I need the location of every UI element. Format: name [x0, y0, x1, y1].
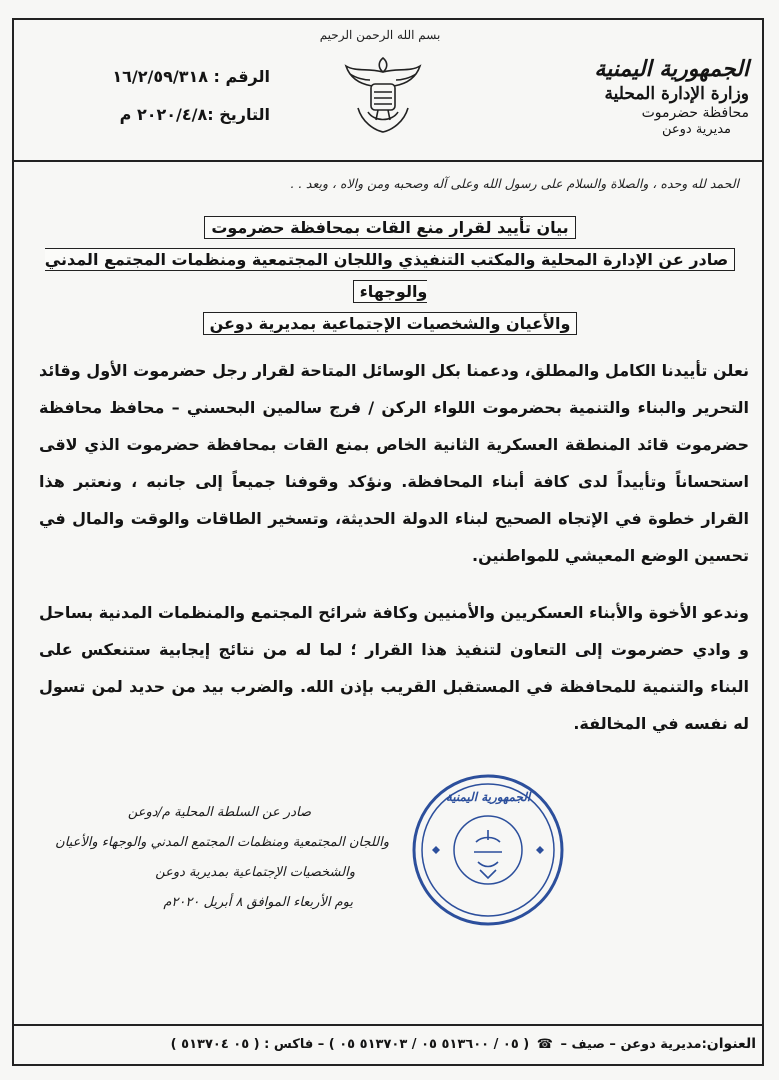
letter-footer — [20, 1036, 756, 1052]
fax-label: – فاكس : — [264, 1037, 325, 1052]
body-paragraph-2: وندعو الأخوة والأبناء العسكريين والأمنيين وكافة شرائح المجتمع والمنظمات المدنية بساحل و وادي حضرموت إلى التعاون لتنفيذ هذا القرار ؛ لما له من نتائج إيجابية ستنعكس على البناء والتنمية للمحافظة في المستقبل القريب بإذن الله. والضرب بيد من حديد لمن تسول له نفسه في المخالفة. — [39, 603, 749, 733]
header-divider — [12, 160, 764, 162]
greeting-line: الحمد لله وحده ، والصلاة والسلام على رسول الله وعلى آله وصحبه ومن والاه ، وبعد . . — [289, 176, 739, 191]
phone-icon: ☎ — [536, 1037, 553, 1052]
address-label: العنوان — [706, 1036, 756, 1052]
title-line-2: صادر عن الإدارة المحلية والمكتب التنفيذي واللجان المجتمعية ومنظمات المجتمع المدني والوجهاء — [45, 248, 735, 303]
phone-numbers: ( ٠٥ / ٥١٣٦٠٠ ٠٥ / ٥١٣٧٠٣ ٠٥ ) — [328, 1037, 530, 1052]
signature-line-4: يوم الأربعاء الموافق ٨ أبريل ٢٠٢٠م — [163, 895, 353, 910]
letterhead-authority — [529, 56, 749, 139]
signature-line-3: والشخصيات الإجتماعية بمديرية دوعن — [155, 865, 355, 880]
signature-line-2: واللجان المجتمعية ومنظمات المجتمع المدني والوجهاء والأعيان — [55, 835, 389, 850]
district-name: مديرية دوعن — [661, 122, 731, 138]
country-name: الجمهورية اليمنية — [594, 56, 749, 82]
fax-number: ( ٠٥ ٥١٣٧٠٤ ) — [170, 1037, 260, 1052]
emblem-eagle-icon — [338, 48, 428, 138]
signature-line-1: صادر عن السلطة المحلية م/دوعن — [127, 805, 311, 820]
statement-title — [40, 212, 740, 340]
reference-number: الرقم : ١٦/٢/٥٩/٣١٨ — [112, 67, 270, 86]
basmala: بسم الله الرحمن الرحيم — [319, 28, 441, 42]
footer-divider — [12, 1024, 764, 1026]
title-line-1: بيان تأييد لقرار منع القات بمحافظة حضرموت — [204, 216, 575, 239]
ministry-name: وزارة الإدارة المحلية — [604, 83, 749, 104]
body-paragraph-1: نعلن تأييدنا الكامل والمطلق، ودعمنا بكل الوسائل المتاحة لقرار رجل حضرموت الأول وقائد التحرير والبناء والتنمية بحضرموت اللواء الركن / فرج سالمين البحسني – محافظ محافظة حضرموت قائد المنطقة العسكرية الثانية الخاص بمنع القات بمحافظة حضرموت الذي لاقى استحساناً وتأييداً لدى كافة أبناء المحافظة. ونؤكد وقوفنا جميعاً إلى جانبه ، ونعتبر هذا القرار خطوة في الإتجاه الصحيح لبناء الدولة الحديثة، وتسخير الطاقات والوقت والمال في تحسين الوضع المعيشي للمواطنين. — [39, 361, 749, 565]
letter-date: التاريخ :٢٠٢٠/٤/٨ م — [119, 105, 270, 125]
letter-reference — [60, 58, 270, 135]
title-line-3: والأعيان والشخصيات الإجتماعية بمديرية دوعن — [203, 312, 578, 335]
signature-block — [9, 798, 389, 918]
address-value: :مديرية دوعن – صيف – — [560, 1037, 707, 1052]
stamp-text: الجمهورية اليمنية — [445, 790, 531, 804]
governorate-name: محافظة حضرموت — [641, 104, 749, 121]
